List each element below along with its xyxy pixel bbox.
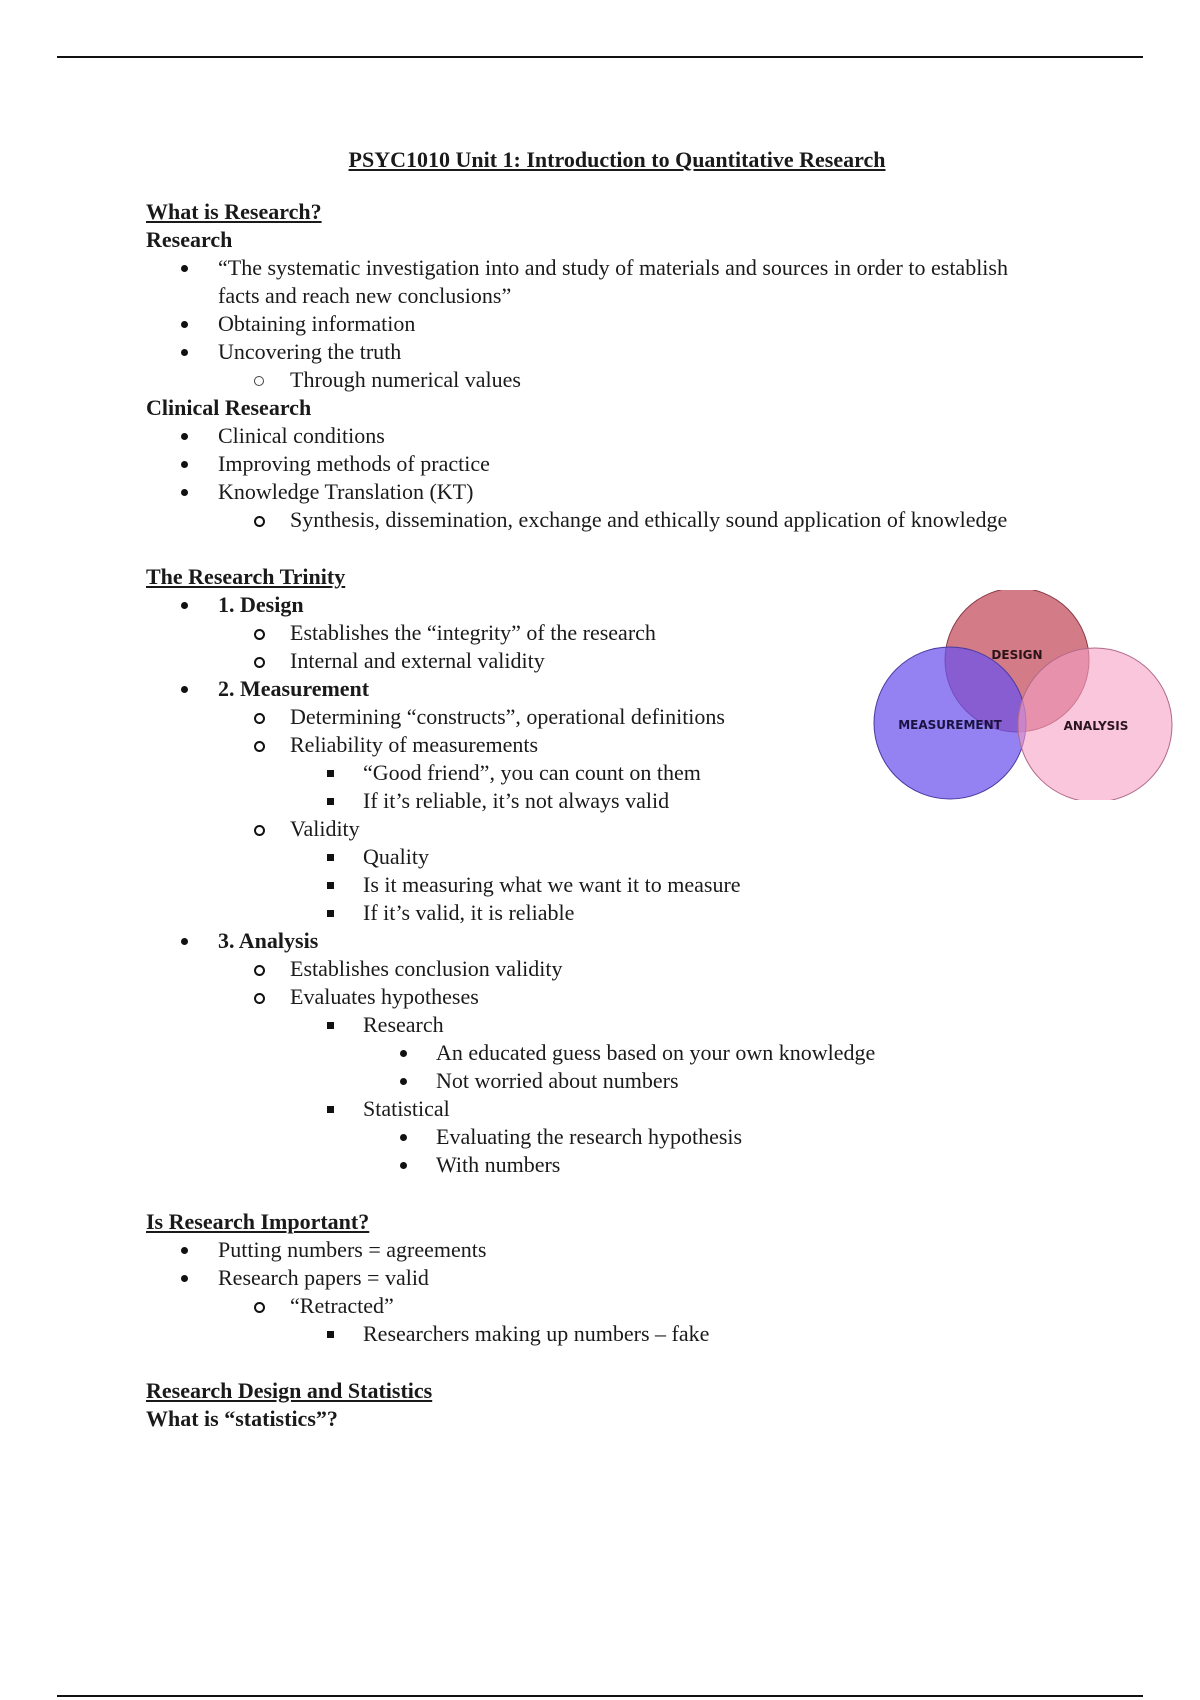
list-item: Uncovering the truth: [146, 338, 1146, 366]
list-item: Evaluates hypotheses: [146, 983, 1146, 1011]
list-item: If it’s valid, it is reliable: [146, 899, 1146, 927]
list-item: 1. Design: [146, 591, 1146, 619]
list-item: Research papers = valid: [146, 1264, 1146, 1292]
bullet-icon: [181, 338, 188, 356]
list-item: Improving methods of practice: [146, 450, 1146, 478]
section-heading-research-trinity: The Research Trinity: [146, 564, 346, 589]
bullet-icon: [181, 422, 188, 440]
subheading-what-is-statistics: What is “statistics”?: [146, 1406, 338, 1431]
circle-bullet-icon: [254, 703, 265, 724]
bottom-rule: [57, 1695, 1143, 1697]
list-item: “The systematic investigation into and study of materials and sources in order to establish: [146, 254, 1146, 282]
list-item: Researchers making up numbers – fake: [146, 1320, 1146, 1348]
circle-bullet-icon: [254, 815, 265, 836]
list-item: 2. Measurement: [146, 675, 1146, 703]
square-bullet-icon: [327, 843, 334, 861]
bullet-icon: [181, 254, 188, 272]
top-rule: [57, 56, 1143, 58]
bullet-icon: [181, 1236, 188, 1254]
list-item: Determining “constructs”, operational definitions: [146, 703, 1146, 731]
list-item: Establishes the “integrity” of the research: [146, 619, 1146, 647]
list-item: Reliability of measurements: [146, 731, 1146, 759]
circle-bullet-icon: [254, 619, 265, 640]
square-bullet-icon: [327, 759, 334, 777]
circle-bullet-icon: [254, 506, 265, 527]
bullet-icon: [181, 675, 188, 693]
list-item: Statistical: [146, 1095, 1146, 1123]
list-item: Not worried about numbers: [146, 1067, 1146, 1095]
bullet-icon: [400, 1067, 407, 1085]
research-trinity-venn-diagram: [868, 590, 1178, 800]
bullet-icon: [400, 1151, 407, 1169]
list-item: With numbers: [146, 1151, 1146, 1179]
list-item: Validity: [146, 815, 1146, 843]
subheading-clinical-research: Clinical Research: [146, 395, 312, 420]
bullet-icon: [181, 450, 188, 468]
bullet-icon: [400, 1123, 407, 1141]
list-item: “Retracted”: [146, 1292, 1146, 1320]
circle-bullet-icon: [254, 731, 265, 752]
circle-bullet-icon: [254, 366, 264, 386]
circle-bullet-icon: [254, 955, 265, 976]
list-item: Synthesis, dissemination, exchange and ethically sound application of knowledge: [146, 506, 1146, 534]
list-item: If it’s reliable, it’s not always valid: [146, 787, 1146, 815]
list-item: “Good friend”, you can count on them: [146, 759, 1146, 787]
document-title: PSYC1010 Unit 1: Introduction to Quantitative Research: [348, 147, 886, 172]
bullet-icon: [181, 1264, 188, 1282]
bullet-icon: [181, 310, 188, 328]
section-heading-research-design-statistics: Research Design and Statistics: [146, 1378, 433, 1403]
circle-bullet-icon: [254, 1292, 265, 1313]
list-item: Quality: [146, 843, 1146, 871]
list-item: An educated guess based on your own knowledge: [146, 1039, 1146, 1067]
venn-label-analysis: ANALYSIS: [1063, 719, 1129, 733]
list-item: 3. Analysis: [146, 927, 1146, 955]
square-bullet-icon: [327, 899, 334, 917]
list-item: Evaluating the research hypothesis: [146, 1123, 1146, 1151]
document-body: [146, 198, 1146, 1433]
venn-label-design: DESIGN: [991, 648, 1043, 662]
square-bullet-icon: [327, 1095, 334, 1113]
list-item: Knowledge Translation (KT): [146, 478, 1146, 506]
circle-bullet-icon: [254, 983, 265, 1004]
list-item: Obtaining information: [146, 310, 1146, 338]
square-bullet-icon: [327, 871, 334, 889]
venn-label-measurement: MEASUREMENT: [898, 718, 1002, 732]
square-bullet-icon: [327, 1011, 334, 1029]
bullet-icon: [181, 927, 188, 945]
list-item-continuation: facts and reach new conclusions”: [218, 283, 512, 308]
bullet-icon: [181, 591, 188, 609]
section-heading-is-research-important: Is Research Important?: [146, 1209, 370, 1234]
section-heading-what-is-research: What is Research?: [146, 199, 322, 224]
list-item: Establishes conclusion validity: [146, 955, 1146, 983]
bullet-icon: [181, 478, 188, 496]
square-bullet-icon: [327, 1320, 334, 1338]
list-item: Research: [146, 1011, 1146, 1039]
list-item: Putting numbers = agreements: [146, 1236, 1146, 1264]
list-item: Clinical conditions: [146, 422, 1146, 450]
list-item: Is it measuring what we want it to measure: [146, 871, 1146, 899]
subheading-research: Research: [146, 227, 233, 252]
circle-bullet-icon: [254, 647, 265, 668]
bullet-icon: [400, 1039, 407, 1057]
square-bullet-icon: [327, 787, 334, 805]
list-item: Through numerical values: [146, 366, 1146, 394]
list-item: Internal and external validity: [146, 647, 1146, 675]
